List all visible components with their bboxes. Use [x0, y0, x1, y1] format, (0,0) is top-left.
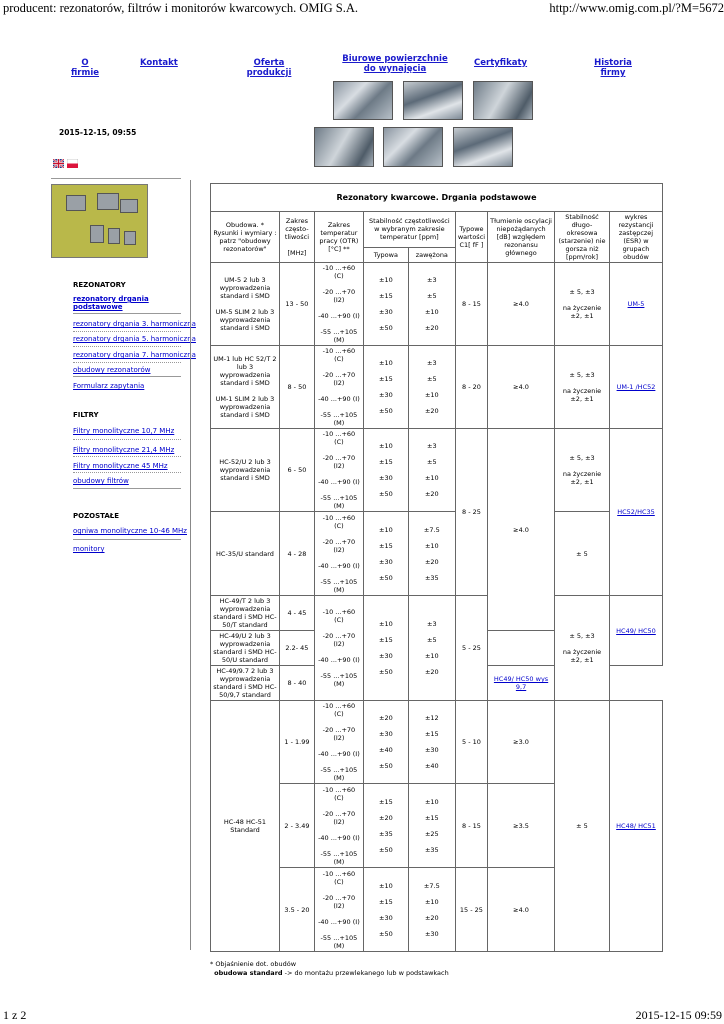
sidebar-top-divider	[51, 178, 181, 179]
office-photo-4[interactable]	[314, 127, 374, 167]
esr-link-um1-hc52[interactable]: UM-1 /HC52	[609, 346, 662, 429]
table-row: UM-1 lub HC 52/T 2 lub 3 wyprowadzenia standard i SMD UM-1 SLIM 2 lub 3 wyprowadzenia standard i SMD 8 - 50 -10 ...+60 (C) -20 ...+70 (I2) -40 ...+90 (I) -55 ...+105 (M) ±10 ±15 ±30 ±50 ±3 ±5 ±10 ±20 8 - 20 ≥4.0 ± 5, ±3 na życzenie ±2, ±1 UM-1 /HC52	[211, 346, 663, 429]
table-row: HC-48 HC-51 Standard 1 - 1.99 -10 ...+60 (C) -20 ...+70 (I2) -40 ...+90 (I) -55 ...+105 (M) ±20 ±30 ±40 ±50 ±12 ±15 ±30 ±40 5 - 10 ≥3.0 ± 5 HC48/ HC51	[211, 701, 663, 784]
sidebar-item-obudowy-rezonatorow[interactable]: obudowy rezonatorów	[73, 366, 151, 374]
sidebar-item-formularz[interactable]: Formularz zapytania	[73, 382, 145, 390]
sidebar-item-filtry-21-4[interactable]: Filtry monolityczne 21,4 MHz	[73, 446, 175, 454]
sidebar-item-filtry-45[interactable]: Filtry monolityczne 45 MHz	[73, 462, 168, 470]
print-page-number: 1 z 2	[3, 1008, 27, 1022]
hdr-dlugookresowa: Stabilność długo-okresowa (starzenie) nie gorsza niż [ppm/rok]	[555, 212, 610, 263]
print-datetime: 2015-12-15 09:59	[635, 1008, 722, 1022]
sidebar-heading-pozostale: POZOSTAŁE	[73, 512, 120, 520]
esr-link-um5[interactable]: UM-5	[609, 263, 662, 346]
table-row: UM-5 2 lub 3 wyprowadzenia standard i SMD UM-5 SLIM 2 lub 3 wyprowadzenia standard i SMD 13 - 50 -10 ...+60 (C) -20 ...+70 (I2) -40 ...+90 (I) -55 ...+105 (M) ±10 ±15 ±30 ±50 ±3 ±5 ±10 ±20 8 - 15 ≥4.0 ± 5, ±3 na życzenie ±2, ±1 UM-5	[211, 263, 663, 346]
table-row: HC-49/U 2 lub 3 wyprowadzenia standard i SMD HC-50/U standard 2.2- 45	[211, 631, 663, 666]
sidebar-item-obudowy-filtrow[interactable]: obudowy filtrów	[73, 477, 129, 485]
product-photo	[51, 184, 148, 258]
table-row: HC-49/T 2 lub 3 wyprowadzenia standard i SMD HC-50/T standard 4 - 45 -10 ...+60 (C) -20 ...+70 (I2) -40 ...+90 (I) -55 ...+105 (M) ±10 ±15 ±30 ±50 ±3 ±5 ±10 ±20 5 - 25 ± 5, ±3 na życzenie ±2, ±1 HC49/ HC50	[211, 596, 663, 631]
nav-certyfikaty[interactable]: Certyfikaty	[474, 58, 528, 68]
nav-o-firmie[interactable]: O firmie	[70, 58, 100, 78]
resonator-spec-table	[210, 183, 663, 952]
esr-link-hc48-hc51[interactable]: HC48/ HC51	[609, 701, 662, 952]
uk-flag-icon[interactable]	[53, 159, 64, 168]
pl-flag-icon[interactable]	[67, 159, 78, 168]
table-title: Rezonatory kwarcowe. Drgania podstawowe	[211, 184, 663, 212]
nav-oferta[interactable]: Oferta produkcji	[246, 58, 292, 78]
esr-link-hc52-hc35[interactable]: HC52/HC35	[609, 429, 662, 596]
office-photo-6[interactable]	[453, 127, 513, 167]
print-page-url: http://www.omig.com.pl/?M=5672	[549, 1, 724, 15]
office-photo-1[interactable]	[333, 81, 393, 120]
hdr-esr: wykres rezystancji zastępczej (ESR) w grupach obudów	[609, 212, 662, 263]
current-date: 2015-12-15, 09:55	[59, 128, 137, 137]
nav-historia[interactable]: Historia firmy	[594, 58, 632, 78]
table-row: HC-35/U standard 4 - 28 -10 ...+60 (C) -20 ...+70 (I2) -40 ...+90 (I) -55 ...+105 (M) ±10 ±15 ±30 ±50 ±7.5 ±10 ±20 ±35 ± 5	[211, 512, 663, 596]
nav-kontakt[interactable]: Kontakt	[140, 58, 178, 68]
table-row: HC-52/U 2 lub 3 wyprowadzenia standard i SMD 6 - 50 -10 ...+60 (C) -20 ...+70 (I2) -40 ...+90 (I) -55 ...+105 (M) ±10 ±15 ±30 ±50 ±3 ±5 ±10 ±20 8 - 25 ≥4.0 ± 5, ±3 na życzenie ±2, ±1 HC52/HC35	[211, 429, 663, 512]
hdr-zakres-czestotliwosci: Zakres często-tliwości [MHz]	[279, 212, 314, 263]
hdr-obudowa: Obudowa. * Rysunki i wymiary : patrz "obudowy rezonatorów"	[211, 212, 280, 263]
sidebar-item-7-harmoniczna[interactable]: rezonatory drgania 7. harmoniczna	[73, 351, 196, 359]
hdr-c1: Typowe wartości C1[ fF ]	[455, 212, 487, 263]
hdr-tlumienie: Tłumienie oscylacji niepożądanych [dB] względem rezonansu głównego	[488, 212, 555, 263]
table-row: HC-49/9.7 2 lub 3 wyprowadzenia standard i SMD HC-50/9,7 standard 8 - 40 HC49/ HC50 wys 9,7	[211, 666, 663, 701]
esr-link-hc49-hc50[interactable]: HC49/ HC50	[609, 596, 662, 666]
sidebar-item-5-harmoniczna[interactable]: rezonatory drgania 5. harmoniczna	[73, 335, 196, 343]
print-page-title: producent: rezonatorów, filtrów i monitorów kwarcowych. OMIG S.A.	[3, 1, 359, 15]
sidebar-item-drgania-podstawowe[interactable]: rezonatory drgania podstawowe	[73, 295, 149, 311]
print-footer	[0, 1008, 724, 1024]
sidebar-item-filtry-10-7[interactable]: Filtry monolityczne 10,7 MHz	[73, 427, 175, 435]
esr-link-hc49-hc50-wys[interactable]: HC49/ HC50 wys 9,7	[488, 666, 555, 701]
content-divider	[190, 180, 191, 950]
sidebar-item-3-harmoniczna[interactable]: rezonatory drgania 3. harmoniczna	[73, 320, 196, 328]
office-photo-3[interactable]	[473, 81, 533, 120]
table-row: 3.5 - 20 -10 ...+60 (C) -20 ...+70 (I2) -40 ...+90 (I) -55 ...+105 (M) ±10 ±15 ±30 ±50 ±7.5 ±10 ±20 ±30 15 - 25 ≥4.0	[211, 868, 663, 952]
hdr-stabilnosc: Stabilność częstotliwości w wybranym zakresie temperatur [ppm]	[363, 212, 455, 248]
sidebar-heading-rezonatory: REZONATORY	[73, 281, 126, 289]
hdr-zawezona: zawężona	[408, 247, 455, 262]
sidebar-item-monitory[interactable]: monitory	[73, 545, 105, 553]
sidebar-heading-filtry: FILTRY	[73, 411, 99, 419]
office-photo-5[interactable]	[383, 127, 443, 167]
hdr-typowa: Typowa	[363, 247, 408, 262]
hdr-temperatura: Zakres temperatur pracy (OTR) [°C] **	[314, 212, 363, 263]
print-header	[0, 0, 724, 18]
nav-biurowe[interactable]: Biurowe powierzchnie do wynajęcia	[342, 54, 448, 74]
sidebar-item-ogniwa[interactable]: ogniwa monolityczne 10-46 MHz	[73, 527, 187, 535]
footnote: * Objaśnienie dot. obudów obudowa standard -> do montażu przewlekanego lub w podstawkach	[210, 960, 449, 977]
office-photo-2[interactable]	[403, 81, 463, 120]
table-row: 2 - 3.49 -10 ...+60 (C) -20 ...+70 (I2) -40 ...+90 (I) -55 ...+105 (M) ±15 ±20 ±35 ±50 ±10 ±15 ±25 ±35 8 - 15 ≥3.5	[211, 784, 663, 868]
